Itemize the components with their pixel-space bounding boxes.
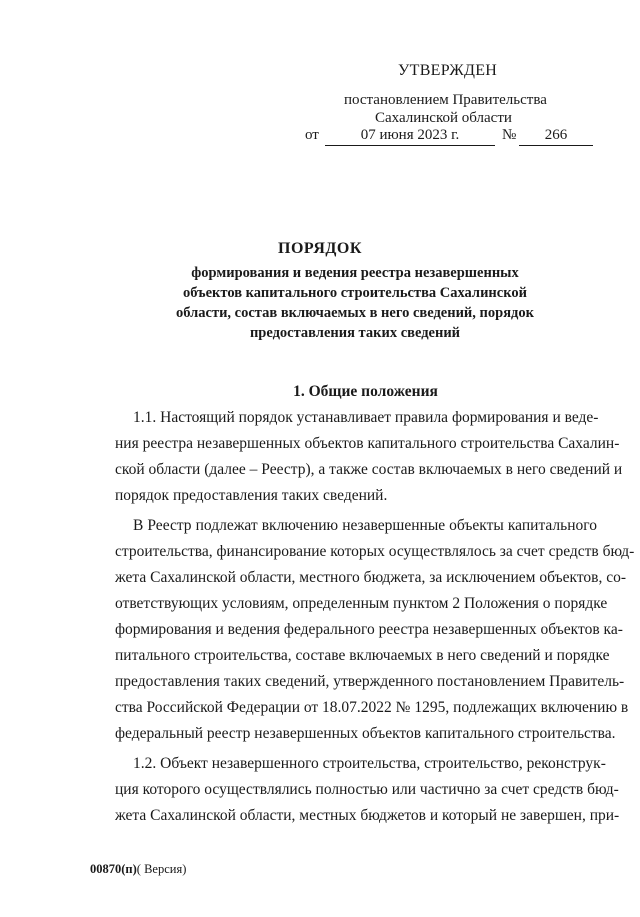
paragraph-1-2 (115, 751, 620, 829)
text-line: ответствующих условиям, определенным пунктом 2 Положения о порядке (115, 595, 608, 612)
approval-line-2: Сахалинской области (375, 110, 512, 126)
page-footer (90, 862, 186, 877)
document-code: 00870(п) (90, 862, 137, 876)
text-line: питального строительства, составе включаемых в него сведений и порядке (115, 647, 610, 664)
document-body (115, 405, 635, 833)
paragraph-registry (115, 513, 635, 747)
subtitle-line: области, состав включаемых в него сведений, порядок (176, 305, 534, 321)
text-line: 1.1. Настоящий порядок устанавливает правила формирования и веде- (133, 409, 599, 426)
approval-number: 266 (519, 127, 593, 146)
text-line: формирования и ведения федерального реестра незавершенных объектов ка- (115, 621, 623, 638)
text-line: 1.2. Объект незавершенного строительства, строительство, реконструк- (133, 755, 606, 772)
paragraph-1-1 (115, 405, 623, 509)
approved-label: УТВЕРЖДЕН (398, 62, 498, 79)
document-title: ПОРЯДОК (278, 240, 362, 257)
text-line: ния реестра незавершенных объектов капитального строительства Сахалин- (115, 435, 620, 452)
text-line: порядок предоставления таких сведений. (115, 487, 388, 504)
document-subtitle (0, 263, 640, 343)
section-heading: 1. Общие положения (293, 383, 438, 400)
text-line: В Реестр подлежат включению незавершенные объекты капитального (133, 517, 597, 534)
subtitle-line: объектов капитального строительства Сахалинской (183, 285, 527, 301)
subtitle-line: формирования и ведения реестра незавершенных (191, 265, 519, 281)
subtitle-line: предоставления таких сведений (249, 325, 461, 341)
document-version: ( Версия) (136, 862, 187, 876)
text-line: жета Сахалинской области, местных бюджетов и который не завершен, при- (115, 807, 620, 824)
text-line: жета Сахалинской области, местного бюджета, за исключением объектов, со- (115, 569, 627, 586)
approval-date: 07 июня 2023 г. (325, 127, 495, 146)
approval-line-1: постановлением Правительства (344, 92, 547, 108)
text-line: строительства, финансирование которых осуществлялось за счет средств бюд- (115, 543, 635, 560)
text-line: ция которого осуществлялись полностью или частично за счет средств бюд- (115, 781, 619, 798)
from-label: от (305, 127, 319, 143)
text-line: предоставления таких сведений, утвержденного постановлением Правитель- (115, 673, 625, 690)
text-line: федеральный реестр незавершенных объектов капитального строительства. (115, 725, 616, 742)
number-sign: № (502, 127, 517, 143)
text-line: ской области (далее – Реестр), а также состав включаемых в него сведений и (115, 461, 623, 478)
text-line: ства Российской Федерации от 18.07.2022 № 1295, подлежащих включению в (115, 699, 629, 716)
